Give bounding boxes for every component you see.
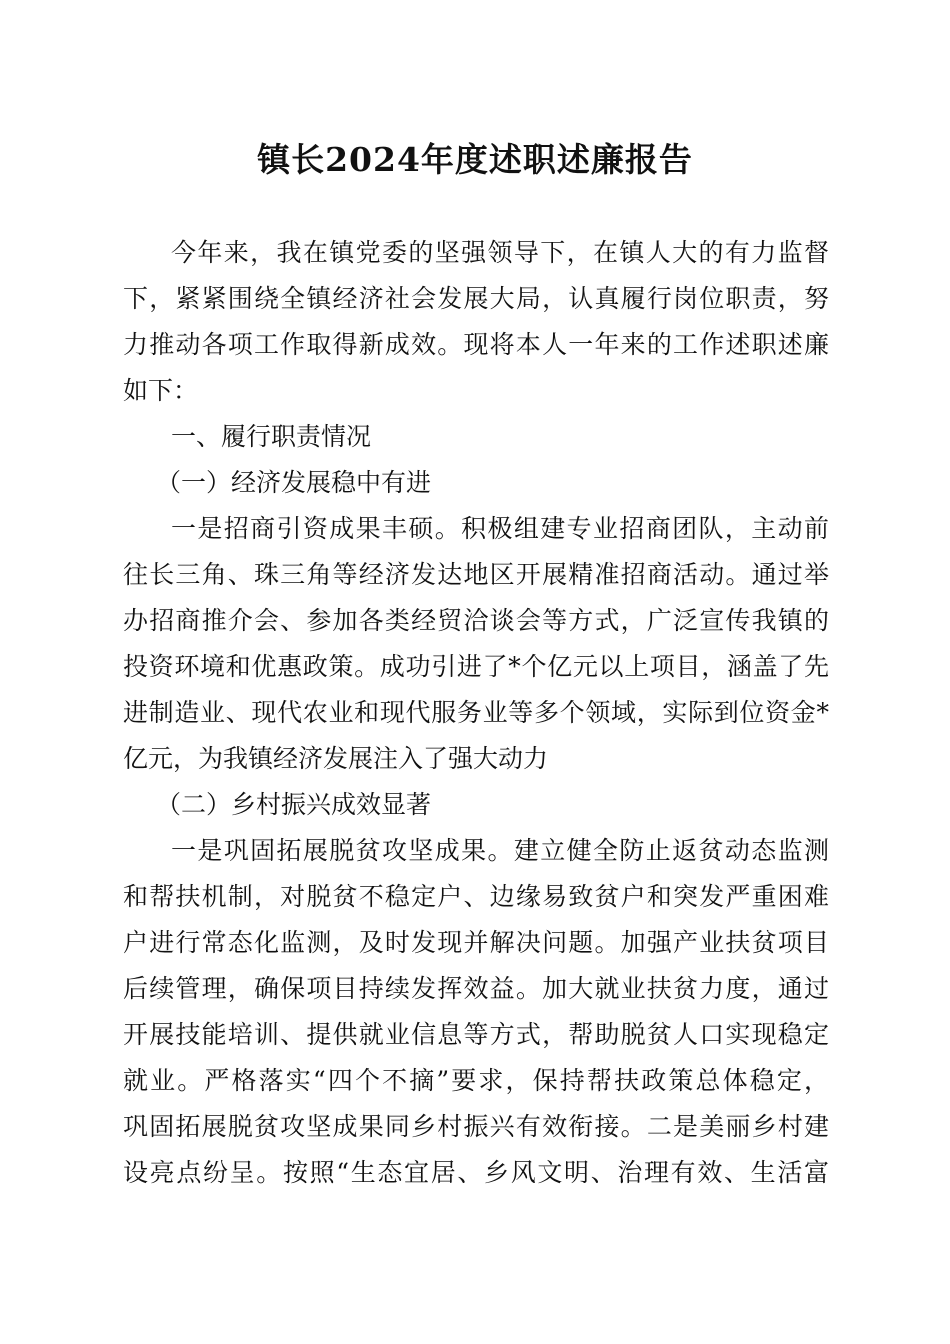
paragraph-line: 办招商推介会、参加各类经贸洽谈会等方式，广泛宣传我镇的 [123, 606, 829, 635]
paragraph-line: 往长三角、珠三角等经济发达地区开展精准招商活动。通过举 [123, 560, 829, 589]
paragraph-line: 力推动各项工作取得新成效。现将本人一年来的工作述职述廉 [123, 330, 829, 359]
paragraph-line: 就业。严格落实“四个不摘”要求，保持帮扶政策总体稳定， [123, 1066, 829, 1095]
subsection-heading: （二）乡村振兴成效显著 [156, 790, 432, 819]
paragraph-line: 一是巩固拓展脱贫攻坚成果。建立健全防止返贫动态监测 [171, 836, 829, 865]
paragraph-line: 如下： [123, 376, 199, 405]
document-title: 镇长2024年度述职述廉报告 [257, 140, 693, 179]
paragraph-line: 投资环境和优惠政策。成功引进了*个亿元以上项目，涵盖了先 [123, 652, 829, 681]
paragraph-line: 一是招商引资成果丰硕。积极组建专业招商团队，主动前 [171, 514, 829, 543]
paragraph-line: 亿元，为我镇经济发展注入了强大动力 [123, 744, 549, 773]
paragraph-line: 设亮点纷呈。按照“生态宜居、乡风文明、治理有效、生活富 [123, 1158, 829, 1187]
paragraph-line: 户进行常态化监测，及时发现并解决问题。加强产业扶贫项目 [123, 928, 829, 957]
paragraph-line: 后续管理，确保项目持续发挥效益。加大就业扶贫力度，通过 [123, 974, 829, 1003]
paragraph-line: 巩固拓展脱贫攻坚成果同乡村振兴有效衔接。二是美丽乡村建 [123, 1112, 829, 1141]
paragraph-line: 下，紧紧围绕全镇经济社会发展大局，认真履行岗位职责，努 [123, 284, 829, 313]
paragraph-line: 今年来，我在镇党委的坚强领导下，在镇人大的有力监督 [171, 238, 829, 267]
paragraph-line: 和帮扶机制，对脱贫不稳定户、边缘易致贫户和突发严重困难 [123, 882, 829, 911]
paragraph-line: 进制造业、现代农业和现代服务业等多个领域，实际到位资金* [123, 698, 829, 727]
paragraph-line: 开展技能培训、提供就业信息等方式，帮助脱贫人口实现稳定 [123, 1020, 829, 1049]
section-heading: 一、履行职责情况 [171, 422, 372, 451]
subsection-heading: （一）经济发展稳中有进 [156, 468, 432, 497]
